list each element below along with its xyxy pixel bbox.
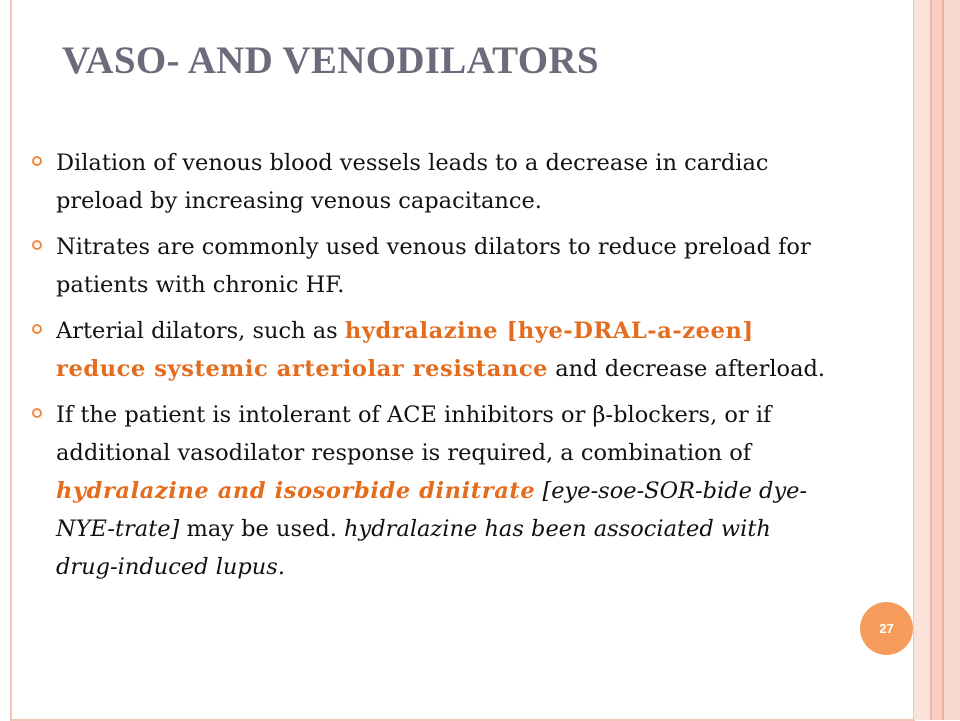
bullet-item <box>32 396 832 586</box>
bullet-text: and decrease afterload. <box>548 356 826 382</box>
bullet-text: Arterial dilators, such as <box>56 318 345 344</box>
page-number: 27 <box>879 621 894 636</box>
stripe <box>914 0 930 720</box>
bullet-text: Nitrates are commonly used venous dilators to reduce preload for patients with chronic HF. <box>56 234 811 298</box>
bullet-item <box>32 228 832 304</box>
bullet-circle-icon <box>32 156 42 166</box>
bullet-text: Dilation of venous blood vessels leads to a decrease in cardiac preload by increasing venous capacitance. <box>56 150 769 214</box>
stripe <box>944 0 960 720</box>
bullet-circle-icon <box>32 408 42 418</box>
highlight-drug-text: hydralazine [hye-DRAL-a-zeen] reduce systemic arteriolar resistance <box>56 318 754 382</box>
bullet-item <box>32 312 832 388</box>
bullet-circle-icon <box>32 240 42 250</box>
bullet-text: If the patient is intolerant of ACE inhibitors or β-blockers, or if additional vasodilator response is required, a combination of <box>56 402 772 466</box>
bullet-list <box>32 144 832 594</box>
pronunciation-text: [eye-soe-SOR-bide dye-NYE-trate] <box>56 478 808 542</box>
page-number-badge <box>860 602 913 655</box>
decorative-stripes <box>914 0 960 720</box>
bullet-item <box>32 144 832 220</box>
italic-note-text: hydralazine has been associated with drug-induced lupus. <box>56 516 771 580</box>
bullet-text: may be used. <box>179 516 345 542</box>
bullet-circle-icon <box>32 324 42 334</box>
highlight-drug-text: hydralazine and isosorbide dinitrate <box>56 478 536 504</box>
stripe <box>932 0 942 720</box>
slide-title: VASO- AND VENODILATORS <box>62 39 599 82</box>
